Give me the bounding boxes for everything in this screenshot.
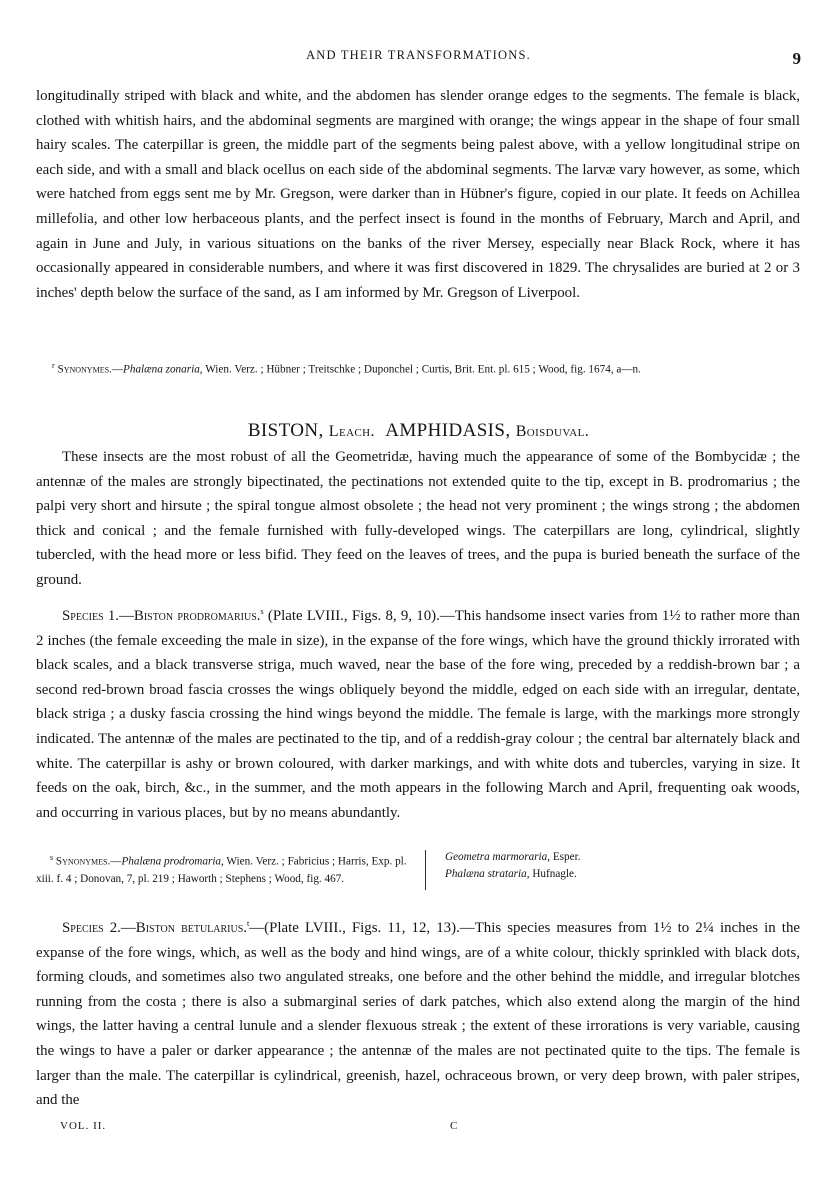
- genus-name-amphidasis: AMPHIDASIS,: [385, 420, 511, 441]
- page-number: 9: [792, 49, 801, 68]
- footnote-zonaria: $^r$ Synonymes.—Phalæna zonaria, Wien. Verz. ; Hübner ; Treitschke ; Duponchel ; Curtis, Brit. Ent. pl. 615 ; Wood, fig. 1674, a—n.: [52, 361, 641, 376]
- footnote-species-name: Phalæna prodromaria: [121, 855, 222, 868]
- footnote-marker: s: [50, 853, 54, 862]
- footnote-label: Synonymes.: [57, 363, 112, 376]
- footnote-prodromaria: $^s$ Synonymes.—Phalæna prodromaria, Wien. Verz. ; Fabricius ; Harris, Exp. pl. xiii. f. 4 ; Donovan, 7, pl. 219 ; Haworth ; Stephens ; Wood, fig. 467.: [36, 853, 407, 886]
- footnote-marker: r: [52, 361, 55, 370]
- synonym-marmoraria: Geometra marmoraria: [445, 851, 548, 863]
- footnote-references: , Wien. Verz. ; Fabricius ; Harris, Exp. pl. xiii. f. 4 ; Donovan, 7, pl. 219 ; Haworth ; Stephens ; Wood, fig. 467.: [36, 855, 407, 886]
- genus-author-leach: Leach.: [328, 423, 375, 440]
- species-1-name: Biston prodromarius.: [133, 607, 261, 624]
- genus-name-biston: BISTON,: [247, 420, 324, 441]
- footnote-label: Synonymes.: [55, 855, 111, 868]
- species-2-name: Biston betularius.: [135, 919, 248, 936]
- species-2-text: —(Plate LVIII., Figs. 11, 12, 13).—This species measures from 1½ to 2¼ inches in the expanse of the fore wings, which, as well as the body and hind wings, are of a white colour, thickly sprinkled with black dots, forming clouds, and sometimes also two angulated streaks, one before and the other behind the middle, and irregular blotches running from the costa ; there is also a submarginal series of dark patches, which also extend along the margin of the hind wings, the latter having a central lunule and a slender flexuous streak ; the extent of these irrorations is very variable, causing the wings to have a paler or darker appearance ; the antennæ of the males are not pectinated quite to the tips. The female is larger than the male. The caterpillar is cylindrical, greenish, hazel, ochraceous brown, or very deep brown, with paler stripes, and the: [36, 919, 800, 1109]
- species-1-text: (Plate LVIII., Figs. 8, 9, 10).—This handsome insect varies from 1½ to rather more than 2 inches (the female exceeding the male in size), in the expanse of the fore wings, which have the ground thickly irrorated with black scales, and a black transverse striga, much waved, near the base of the fore wing, preceded by a reddish-brown bar ; a second red-brown broad fascia crosses the wings obliquely beyond the middle, edged on each side with an irregular, dentate, black striga ; a dusky fascia crossing the hind wings beyond the middle. The female is large, with the markings more strongly indicated. The antennæ of the males are pectinated to the tip, and of a reddish-gray colour ; the central bar alternately black and white. The caterpillar is ashy or brown coloured, with darker markings, and with white dots and tubercles, varying in size. It feeds on the oak, birch, &c., in the summer, and the moth appears in the following March and April, frequenting oak woods, and occurring in various places, but by no means abundantly.: [36, 607, 800, 821]
- synonym-marmoraria-author: , Esper.: [547, 851, 581, 863]
- species-2-paragraph: [36, 912, 800, 1113]
- paragraph-continued: longitudinally striped with black and white, and the abdomen has slender orange edges to the segments. The female is black, clothed with whitish hairs, and the abdominal segments are margined with orange; the wings appear in the shape of four small hairy scales. The caterpillar is green, the middle part of the segments being palest above, with a yellow longitudinal stripe on each side, and with a small and black ocellus on each side of the abdominal segments. The larvæ vary however, as some, which were hatched from eggs sent me by Mr. Gregson, were darker than in Hübner's figure, copied in our plate. It feeds on Achillea millefolia, and other low herbaceous plants, and the perfect insect is found in the months of February, March and April, and again in June and July, in various situations on the banks of the river Mersey, especially near Black Rock, where it has occasionally appeared in considerable numbers, and where it was first discovered in 1829. The chrysalides are buried at 2 or 3 inches' depth below the surface of the sand, as I am informed by Mr. Gregson of Liverpool.: [36, 88, 800, 301]
- footnote-references: , Wien. Verz. ; Hübner ; Treitschke ; Duponchel ; Curtis, Brit. Ent. pl. 615 ; Wood, fig. 1674, a—n.: [199, 363, 641, 376]
- synonym-strataria: Phalæna strataria: [445, 868, 527, 881]
- species-1-paragraph: [36, 600, 800, 825]
- species-2-footnote-marker: t: [247, 919, 250, 928]
- species-1-footnote-marker: s: [260, 607, 264, 616]
- synonym-strataria-author: , Hufnagle.: [526, 868, 577, 881]
- signature-mark: C: [450, 1120, 459, 1132]
- volume-label: VOL. II.: [60, 1120, 107, 1132]
- genus-description: These insects are the most robust of all the Geometridæ, having much the appearance of some of the Bombycidæ ; the antennæ of the males are strongly bipectinated, the pectinations not extended quite to the tip, except in B. prodromarius ; the palpi very short and hirsute ; the spiral tongue almost obsolete ; the head not very prominent ; the wings strong ; the abdomen thick and conical ; and the female furnished with fully-developed wings. The caterpillars are long, cylindrical, slightly tubercled, with the head more or less bifid. They feed on the leaves of trees, and the pupa is buried beneath the surface of the ground.: [36, 449, 800, 588]
- species-1-label: Species 1.—: [62, 607, 134, 624]
- species-2-label: Species 2.—: [62, 919, 136, 936]
- footnote-prodromaria-synonyms: [445, 849, 805, 884]
- footnote-species-name: Phalæna zonaria: [123, 363, 200, 376]
- genus-author-boisduval: Boisduval.: [515, 423, 590, 440]
- genus-heading: [0, 420, 837, 442]
- footnote-column-divider: [425, 850, 426, 890]
- running-head: AND THEIR TRANSFORMATIONS.: [306, 48, 531, 62]
